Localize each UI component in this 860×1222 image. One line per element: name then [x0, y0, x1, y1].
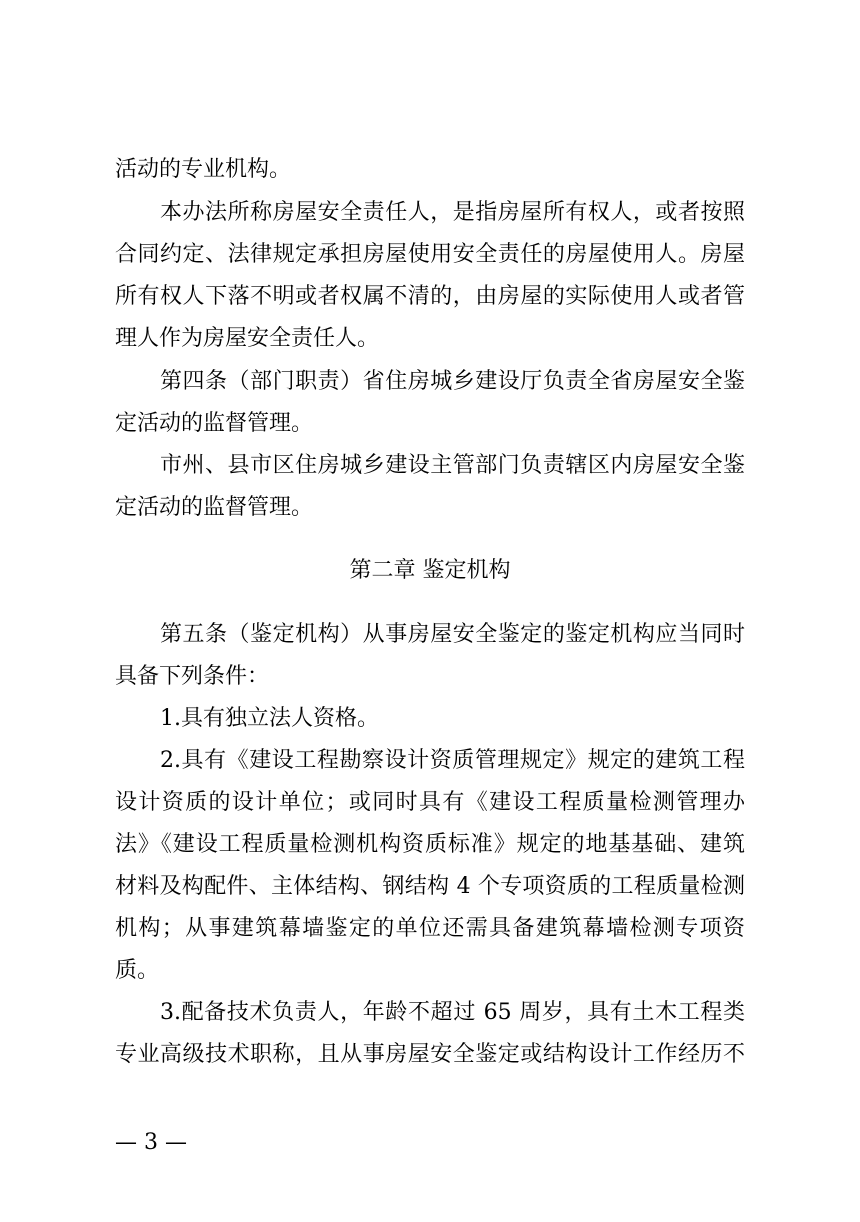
chapter-heading: 第二章 鉴定机构 [349, 558, 511, 583]
text-line: 合同约定、法律规定承担房屋使用安全责任的房屋使用人。房屋 [115, 242, 745, 267]
text-line: 第五条（鉴定机构）从事房屋安全鉴定的鉴定机构应当同时 [160, 622, 745, 647]
text-line: 设计资质的设计单位；或同时具有《建设工程质量检测管理办 [115, 790, 745, 815]
text-line: 市州、县市区住房城乡建设主管部门负责辖区内房屋安全鉴 [160, 453, 745, 478]
page-number: — 3 — [115, 1130, 187, 1155]
text-line: 机构；从事建筑幕墙鉴定的单位还需具备建筑幕墙检测专项资 [115, 916, 745, 941]
text-line: 第四条（部门职责）省住房城乡建设厅负责全省房屋安全鉴 [160, 369, 745, 394]
text-line: 活动的专业机构。 [115, 157, 292, 182]
text-line: 本办法所称房屋安全责任人，是指房屋所有权人，或者按照 [160, 200, 745, 225]
text-line: 定活动的监督管理。 [115, 495, 314, 520]
text-line: 具备下列条件： [115, 664, 270, 689]
text-line: 专业高级技术职称，且从事房屋安全鉴定或结构设计工作经历不 [115, 1042, 745, 1067]
text-line: 法》《建设工程质量检测机构资质标准》规定的地基基础、建筑 [115, 832, 745, 857]
text-line: 定活动的监督管理。 [115, 411, 314, 436]
text-line: 质。 [115, 958, 160, 983]
text-line: 2.具有《建设工程勘察设计资质管理规定》规定的建筑工程 [160, 748, 745, 773]
text-line: 材料及构配件、主体结构、钢结构 4 个专项资质的工程质量检测 [115, 874, 745, 899]
text-line: 1.具有独立法人资格。 [160, 706, 379, 731]
text-line: 3.配备技术负责人，年龄不超过 65 周岁，具有土木工程类 [160, 1000, 745, 1025]
text-line: 所有权人下落不明或者权属不清的，由房屋的实际使用人或者管 [115, 284, 745, 309]
text-line: 理人作为房屋安全责任人。 [115, 326, 380, 351]
